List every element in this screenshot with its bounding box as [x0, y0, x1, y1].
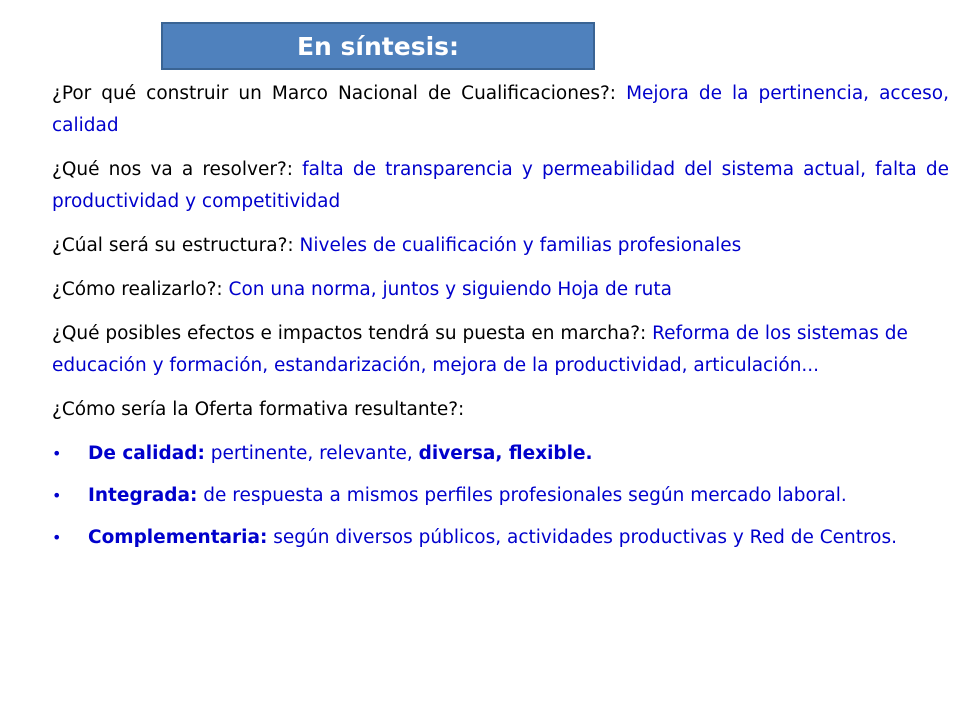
list-item	[52, 522, 949, 554]
bullet-text: según diversos públicos, actividades productivas y Red de Centros.	[267, 527, 898, 548]
question-1	[52, 78, 949, 142]
question-text: ¿Cómo realizarlo?:	[52, 279, 229, 300]
answer-text: Niveles de cualificación y familias profesionales	[299, 235, 742, 256]
bullet-heading: De calidad:	[88, 443, 205, 464]
question-text: ¿Qué posibles efectos e impactos tendrá su puesta en marcha?:	[52, 323, 653, 344]
bullet-strong: diversa, flexible.	[418, 443, 593, 464]
title-banner	[161, 22, 595, 70]
bullet-text: pertinente, relevante,	[204, 443, 419, 464]
bullet-heading: Integrada:	[88, 485, 198, 506]
answer-text: Mejora de la pertinencia, acceso, calidad	[52, 83, 949, 136]
answer-text: falta de transparencia y permeabilidad del sistema actual, falta de productividad y competitividad	[52, 159, 949, 212]
bullet-text: de respuesta a mismos perfiles profesionales según mercado laboral.	[197, 485, 847, 506]
question-4	[52, 274, 949, 306]
question-text: ¿Cúal será su estructura?:	[52, 235, 300, 256]
bullet-icon: •	[52, 528, 62, 547]
bullet-icon: •	[52, 486, 62, 505]
page-title: En síntesis:	[296, 31, 460, 61]
bullet-icon: •	[52, 444, 62, 463]
question-text: ¿Por qué construir un Marco Nacional de Cualificaciones?:	[52, 83, 627, 104]
list-item	[52, 438, 949, 470]
bullet-heading: Complementaria:	[88, 527, 268, 548]
answer-text: Reforma de los sistemas de educación y formación, estandarización, mejora de la productividad, articulación...	[52, 323, 908, 376]
answer-text: Con una norma, juntos y siguiendo Hoja de ruta	[228, 279, 672, 300]
question-2	[52, 154, 949, 218]
question-5	[52, 318, 949, 382]
list-item	[52, 480, 949, 512]
question-3	[52, 230, 949, 262]
offer-list	[52, 438, 949, 554]
question-text: ¿Qué nos va a resolver?:	[52, 159, 303, 180]
question-text: ¿Cómo sería la Oferta formativa resultante?:	[52, 399, 465, 420]
content-body	[52, 78, 949, 564]
question-6	[52, 394, 949, 426]
